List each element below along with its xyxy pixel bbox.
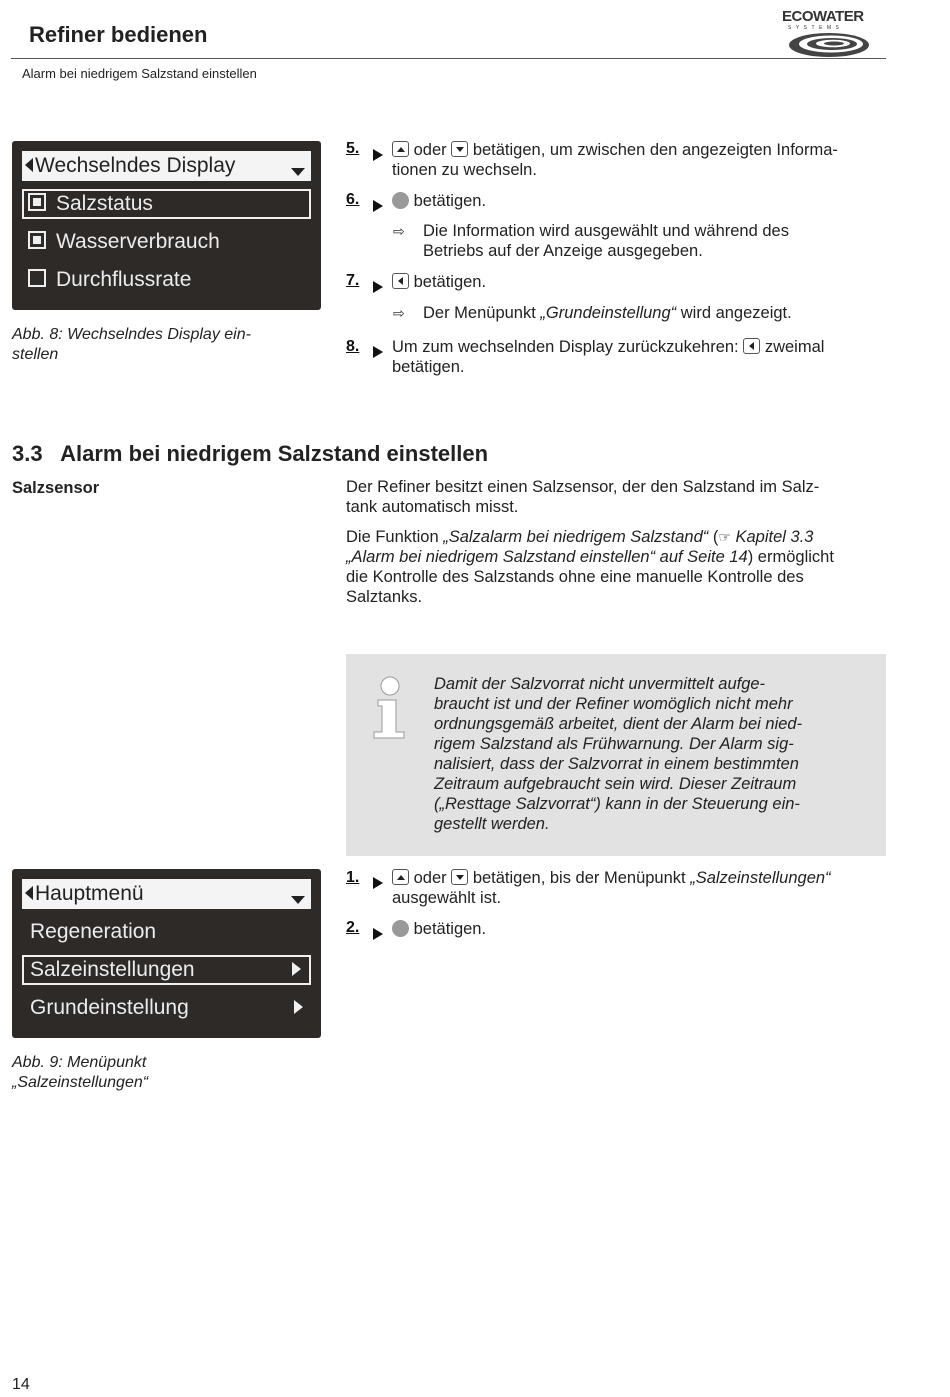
- lcd-display-figure8: [12, 141, 321, 310]
- dropdown-arrow-icon: [291, 168, 305, 176]
- paragraph-1: Der Refiner besitzt einen Salzsensor, der den Salzstand im Salz- tank automatisch misst.: [346, 478, 820, 516]
- step-1-number: 1.: [346, 869, 360, 886]
- step-2-number: 2.: [346, 919, 360, 936]
- step-7-number: 7.: [346, 272, 360, 289]
- header-divider: [11, 58, 886, 59]
- down-key-icon: [451, 869, 468, 885]
- lcd-display-figure9: [12, 869, 321, 1038]
- paragraph-2: Die Funktion „Salzalarm bei niedrigem Salzstand“ (☞ Kapitel 3.3 „Alarm bei niedrigem Salzstand einstellen“ auf Seite 14) ermöglicht die Kontrolle des Salzstands ohne eine manuelle Kontrolle des Salztanks.: [346, 528, 834, 606]
- figure9-caption: [12, 1053, 302, 1093]
- step-1-text: oder betätigen, bis der Menüpunkt „Salzeinstellungen“ ausgewählt ist.: [392, 869, 831, 908]
- lcd-title-row: [22, 151, 311, 181]
- step-5-text: oder betätigen, um zwischen den angezeigten Informa- tionen zu wechseln.: [392, 141, 838, 180]
- cross-reference-link[interactable]: „Alarm bei niedrigem Salzstand einstellen“ auf Seite 14: [346, 548, 748, 566]
- ecowater-logo: [780, 6, 878, 62]
- lcd-item-label: Grundeinstellung: [30, 996, 189, 1019]
- back-key-icon: [392, 273, 409, 289]
- step-7-text: betätigen.: [392, 272, 486, 292]
- cross-reference-icon: ☞: [718, 529, 731, 545]
- lcd-item-label: Regeneration: [30, 920, 157, 943]
- step-6-text: betätigen.: [392, 191, 486, 212]
- lcd-item-durchflussrate[interactable]: [22, 265, 311, 295]
- lcd-title: Hauptmenü: [35, 882, 144, 905]
- step-arrow-icon: [373, 149, 383, 161]
- lcd-item-label: Salzeinstellungen: [30, 958, 195, 981]
- lcd-item-grundeinstellung[interactable]: [22, 993, 311, 1023]
- submenu-arrow-icon: [292, 962, 301, 976]
- caption-line: Abb. 9: Menüpunkt: [12, 1054, 147, 1071]
- step-7-result: Der Menüpunkt „Grundeinstellung“ wird angezeigt.: [423, 304, 792, 322]
- logo-subtext: SYSTEMS: [788, 25, 844, 31]
- result-arrow-icon: ⇨: [393, 223, 405, 239]
- checkbox-unchecked-icon: [28, 269, 46, 287]
- lcd-item-salzstatus[interactable]: [22, 189, 311, 219]
- step-arrow-icon: [373, 200, 383, 212]
- up-key-icon: [392, 141, 409, 157]
- back-arrow-icon: [25, 158, 33, 172]
- back-key-icon: [743, 338, 760, 354]
- step-2-text: betätigen.: [392, 919, 486, 940]
- cross-reference-link[interactable]: Kapitel 3.3: [730, 528, 814, 546]
- logo-swirl-icon: [786, 30, 872, 60]
- lcd-title: Wechselndes Display: [35, 154, 236, 177]
- result-arrow-icon: ⇨: [393, 305, 405, 321]
- step-arrow-icon: [373, 281, 383, 293]
- side-heading: Salzsensor: [12, 479, 100, 497]
- note-text: Damit der Salzvorrat nicht unvermittelt aufge- braucht ist und der Refiner womöglich nicht mehr ordnungsgemäß arbeitet, dient der Alarm bei nied- rigem Salzstand als Frühwarnung. Der Alarm sig- nalisiert, dass der Salzvorrat in einem bestimmten Zeitraum aufgebraucht sein wird. Dieser Zeitraum („Resttage Salzvorrat“) kann in der Steuerung ein- gestellt werden.: [434, 675, 803, 833]
- lcd-item-label: Durchflussrate: [56, 268, 192, 291]
- info-icon: [372, 676, 408, 742]
- caption-line: „Salzeinstellungen“: [12, 1074, 149, 1091]
- lcd-item-label: Wasserverbrauch: [56, 230, 220, 253]
- submenu-arrow-icon: [294, 1000, 303, 1014]
- step-8-text: Um zum wechselnden Display zurückzukehren: zweimal betätigen.: [392, 338, 825, 377]
- section-heading: 3.3 Alarm bei niedrigem Salzstand einstellen: [12, 441, 489, 466]
- lcd-item-label: Salzstatus: [56, 192, 153, 215]
- checkbox-checked-icon: [28, 231, 46, 249]
- lcd-title-row: [22, 879, 311, 909]
- logo-text: ECOWATER: [782, 8, 864, 25]
- ok-key-icon: [392, 192, 409, 209]
- down-key-icon: [451, 141, 468, 157]
- up-key-icon: [392, 869, 409, 885]
- info-note-box: [346, 654, 886, 856]
- lcd-item-salzeinstellungen[interactable]: [22, 955, 311, 985]
- lcd-item-regeneration[interactable]: [22, 917, 311, 947]
- step-arrow-icon: [373, 928, 383, 940]
- checkbox-checked-icon: [28, 193, 46, 211]
- back-arrow-icon: [25, 886, 33, 900]
- step-6-number: 6.: [346, 191, 360, 208]
- lcd-item-wasserverbrauch[interactable]: [22, 227, 311, 257]
- page-title: Refiner bedienen: [29, 22, 208, 47]
- caption-line: Abb. 8: Wechselndes Display ein-: [12, 326, 251, 343]
- step-arrow-icon: [373, 346, 383, 358]
- step-arrow-icon: [373, 877, 383, 889]
- step-8-number: 8.: [346, 338, 360, 355]
- step-6-result: Die Information wird ausgewählt und während des Betriebs auf der Anzeige ausgegeben.: [423, 222, 789, 260]
- page-number: 14: [12, 1376, 30, 1393]
- figure8-caption: [12, 325, 302, 365]
- page-subtitle: Alarm bei niedrigem Salzstand einstellen: [22, 66, 257, 81]
- ok-key-icon: [392, 920, 409, 937]
- step-5-number: 5.: [346, 140, 360, 157]
- dropdown-arrow-icon: [291, 896, 305, 904]
- caption-line: stellen: [12, 346, 59, 363]
